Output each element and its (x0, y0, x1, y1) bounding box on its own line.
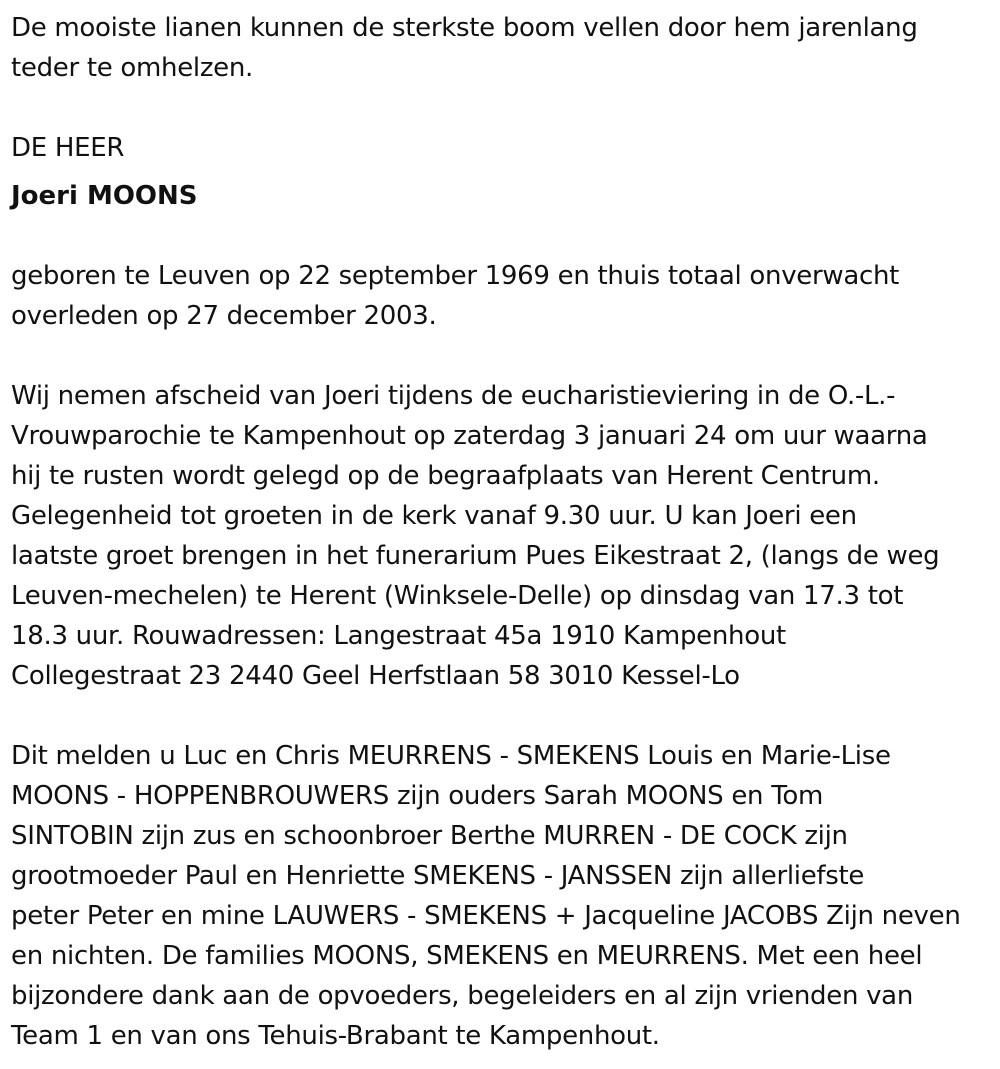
paragraph-line: en nichten. De families MOONS, SMEKENS en MEURRENS. Met een heel (11, 941, 923, 971)
paragraph-line: peter Peter en mine LAUWERS - SMEKENS + Jacqueline JACOBS Zijn neven (11, 901, 961, 931)
paragraph-line: overleden op 27 december 2003. (11, 301, 437, 331)
paragraph-line: laatste groet brengen in het funerarium Pues Eikestraat 2, (langs de weg (11, 541, 940, 571)
paragraph-line: Leuven-mechelen) te Herent (Winksele-Delle) op dinsdag van 17.3 tot (11, 581, 904, 611)
opening-quote (11, 8, 993, 88)
paragraph-line: SINTOBIN zijn zus en schoonbroer Berthe MURREN - DE COCK zijn (11, 821, 848, 851)
paragraph-line: hij te rusten wordt gelegd op de begraafplaats van Herent Centrum. (11, 461, 880, 491)
paragraph-line: Gelegenheid tot groeten in de kerk vanaf 9.30 uur. U kan Joeri een (11, 501, 857, 531)
paragraph-line: Dit melden u Luc en Chris MEURRENS - SMEKENS Louis en Marie-Lise (11, 741, 891, 771)
paragraph-line: Wij nemen afscheid van Joeri tijdens de eucharistieviering in de O.-L.- (11, 381, 896, 411)
birth-death-paragraph (11, 256, 993, 336)
family-paragraph (11, 736, 993, 1056)
quote-line: teder te omhelzen. (11, 53, 254, 83)
paragraph-line: Collegestraat 23 2440 Geel Herfstlaan 58 3010 Kessel-Lo (11, 661, 740, 691)
paragraph-line: Team 1 en van ons Tehuis-Brabant te Kampenhout. (11, 1021, 660, 1051)
paragraph-line: geboren te Leuven op 22 september 1969 en thuis totaal onverwacht (11, 261, 900, 291)
paragraph-line: bijzondere dank aan de opvoeders, begeleiders en al zijn vrienden van (11, 981, 913, 1011)
obituary-notice (11, 8, 993, 1056)
paragraph-line: grootmoeder Paul en Henriette SMEKENS - JANSSEN zijn allerliefste (11, 861, 865, 891)
quote-line: De mooiste lianen kunnen de sterkste boom vellen door hem jarenlang (11, 13, 918, 43)
deceased-name: Joeri MOONS (11, 181, 198, 211)
honorific-title: DE HEER (11, 133, 125, 163)
paragraph-line: MOONS - HOPPENBROUWERS zijn ouders Sarah MOONS en Tom (11, 781, 823, 811)
paragraph-line: Vrouwparochie te Kampenhout op zaterdag 3 januari 24 om uur waarna (11, 421, 928, 451)
ceremony-paragraph (11, 376, 993, 696)
paragraph-line: 18.3 uur. Rouwadressen: Langestraat 45a 1910 Kampenhout (11, 621, 786, 651)
